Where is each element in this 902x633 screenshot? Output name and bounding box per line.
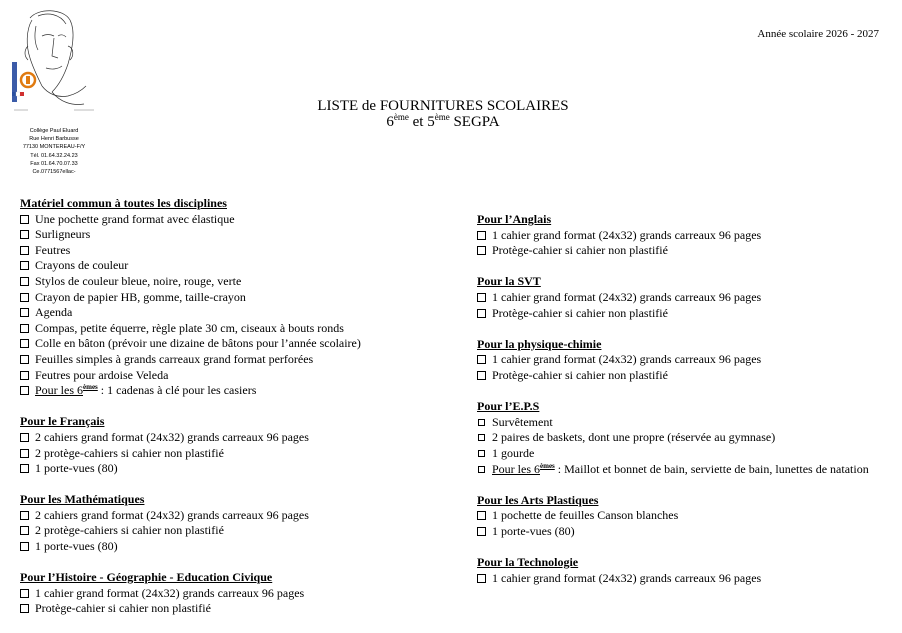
left-column xyxy=(20,196,470,633)
list-item: 2 protège-cahiers si cahier non plastifié xyxy=(20,446,470,462)
list-item: 2 protège-cahiers si cahier non plastifié xyxy=(20,523,470,539)
section-technologie xyxy=(477,555,897,586)
list-item: 1 cahier grand format (24x32) grands carreaux 96 pages xyxy=(477,571,897,587)
checkbox-icon[interactable] xyxy=(477,309,486,318)
list-item: 1 cahier grand format (24x32) grands carreaux 96 pages xyxy=(477,290,897,306)
checkbox-icon[interactable] xyxy=(477,574,486,583)
title-line2: 6ème et 5ème SEGPA xyxy=(386,112,500,130)
checkbox-icon[interactable] xyxy=(477,231,486,240)
list-item: Protège-cahier si cahier non plastifié xyxy=(477,306,897,322)
list-item: Stylos de couleur bleue, noire, rouge, verte xyxy=(20,274,470,290)
checkbox-icon[interactable] xyxy=(20,261,29,270)
section-eps xyxy=(477,399,897,477)
checkbox-icon[interactable] xyxy=(20,308,29,317)
section-title: Pour le Français xyxy=(20,414,105,429)
checkbox-icon[interactable] xyxy=(477,246,486,255)
section-anglais xyxy=(477,212,897,259)
checkbox-icon[interactable] xyxy=(20,386,29,395)
checkbox-icon[interactable] xyxy=(478,466,485,473)
checkbox-icon[interactable] xyxy=(20,324,29,333)
school-logo xyxy=(8,6,98,124)
school-line: 77130 MONTEREAU-F/Y xyxy=(22,144,86,151)
section-francais xyxy=(20,414,470,476)
school-year: Année scolaire 2026 - 2027 xyxy=(757,28,879,40)
list-item: 1 gourde xyxy=(477,446,897,462)
checkbox-icon[interactable] xyxy=(478,434,485,441)
checkbox-icon[interactable] xyxy=(20,355,29,364)
portrait-sketch-icon xyxy=(8,6,98,124)
school-line: Fax 01.64.70.07.33 xyxy=(30,160,78,167)
checkbox-icon[interactable] xyxy=(20,277,29,286)
section-physique-chimie xyxy=(477,337,897,384)
title-line1: LISTE de FOURNITURES SCOLAIRES xyxy=(317,98,569,114)
list-item: Survêtement xyxy=(477,415,897,431)
checkbox-icon[interactable] xyxy=(477,371,486,380)
section-arts-plastiques xyxy=(477,493,897,540)
page-title xyxy=(270,98,616,130)
section-title: Matériel commun à toutes les disciplines xyxy=(20,196,227,210)
checkbox-icon[interactable] xyxy=(20,604,29,613)
checkbox-icon[interactable] xyxy=(20,449,29,458)
list-item: Feuilles simples à grands carreaux grand format perforées xyxy=(20,352,470,368)
section-title: Pour l’Histoire - Géographie - Education Civique xyxy=(20,570,273,585)
checkbox-icon[interactable] xyxy=(20,511,29,520)
section-title: Pour les Arts Plastiques xyxy=(477,492,599,507)
list-item: Colle en bâton (prévoir une dizaine de bâtons pour l’année scolaire) xyxy=(20,336,470,352)
list-item: Compas, petite équerre, règle plate 30 cm, ciseaux à bouts ronds xyxy=(20,321,470,337)
list-item-6emes: Pour les 6èmes : 1 cadenas à clé pour les casiers xyxy=(20,383,470,399)
checkbox-icon[interactable] xyxy=(20,293,29,302)
checkbox-icon[interactable] xyxy=(477,511,486,520)
section-title: Pour l’E.P.S xyxy=(477,399,540,414)
checkbox-icon[interactable] xyxy=(20,230,29,239)
list-item: Une pochette grand format avec élastique xyxy=(20,212,470,228)
list-item: 1 cahier grand format (24x32) grands carreaux 96 pages xyxy=(477,228,897,244)
checkbox-icon[interactable] xyxy=(478,419,485,426)
list-item: 2 cahiers grand format (24x32) grands carreaux 96 pages xyxy=(20,508,470,524)
checkbox-icon[interactable] xyxy=(20,371,29,380)
checkbox-icon[interactable] xyxy=(20,526,29,535)
list-item: 2 paires de baskets, dont une propre (réservée au gymnase) xyxy=(477,430,897,446)
list-item: Protège-cahier si cahier non plastifié xyxy=(477,243,897,259)
list-item: 1 cahier grand format (24x32) grands carreaux 96 pages xyxy=(20,586,470,602)
school-line: Tél. 01.64.32.24.23 xyxy=(30,152,78,159)
section-materiel-commun xyxy=(20,196,470,399)
checkbox-icon[interactable] xyxy=(478,450,485,457)
section-mathematiques xyxy=(20,492,470,554)
list-item: Protège-cahier si cahier non plastifié xyxy=(20,601,470,617)
list-item: 1 porte-vues (80) xyxy=(477,524,897,540)
checkbox-icon[interactable] xyxy=(20,589,29,598)
school-line: Rue Henri Barbusse xyxy=(29,136,79,143)
school-line: Collège Paul Eluard xyxy=(29,128,79,134)
section-title: Pour la physique-chimie xyxy=(477,336,602,351)
list-item: 1 porte-vues (80) xyxy=(20,461,470,477)
list-item: Feutres xyxy=(20,243,470,259)
list-item-6emes: Pour les 6èmes : Maillot et bonnet de bain, serviette de bain, lunettes de natation xyxy=(477,462,897,478)
section-title: Pour la Technologie xyxy=(477,555,579,570)
section-title: Pour les Mathématiques xyxy=(20,492,145,507)
checkbox-icon[interactable] xyxy=(20,215,29,224)
school-address xyxy=(14,127,94,176)
list-item: Surligneurs xyxy=(20,227,470,243)
checkbox-icon[interactable] xyxy=(20,433,29,442)
list-item: Crayons de couleur xyxy=(20,258,470,274)
checkbox-icon[interactable] xyxy=(20,246,29,255)
list-item: Protège-cahier si cahier non plastifié xyxy=(477,368,897,384)
list-item: 1 pochette de feuilles Canson blanches xyxy=(477,508,897,524)
list-item: 1 porte-vues (80) xyxy=(20,539,470,555)
section-title: Pour l’Anglais xyxy=(477,212,552,226)
list-item: Agenda xyxy=(20,305,470,321)
checkbox-icon[interactable] xyxy=(477,293,486,302)
section-svt xyxy=(477,274,897,321)
section-title: Pour la SVT xyxy=(477,274,541,289)
list-item: 2 cahiers grand format (24x32) grands carreaux 96 pages xyxy=(20,430,470,446)
checkbox-icon[interactable] xyxy=(477,527,486,536)
checkbox-icon[interactable] xyxy=(20,339,29,348)
school-line: Ce.0771567ellac- xyxy=(32,169,76,176)
list-item: Feutres pour ardoise Veleda xyxy=(20,368,470,384)
list-item: 1 cahier grand format (24x32) grands carreaux 96 pages xyxy=(477,352,897,368)
checkbox-icon[interactable] xyxy=(20,464,29,473)
section-histoire-geo xyxy=(20,570,470,617)
checkbox-icon[interactable] xyxy=(477,355,486,364)
right-column xyxy=(477,212,897,602)
checkbox-icon[interactable] xyxy=(20,542,29,551)
list-item: Crayon de papier HB, gomme, taille-crayon xyxy=(20,290,470,306)
